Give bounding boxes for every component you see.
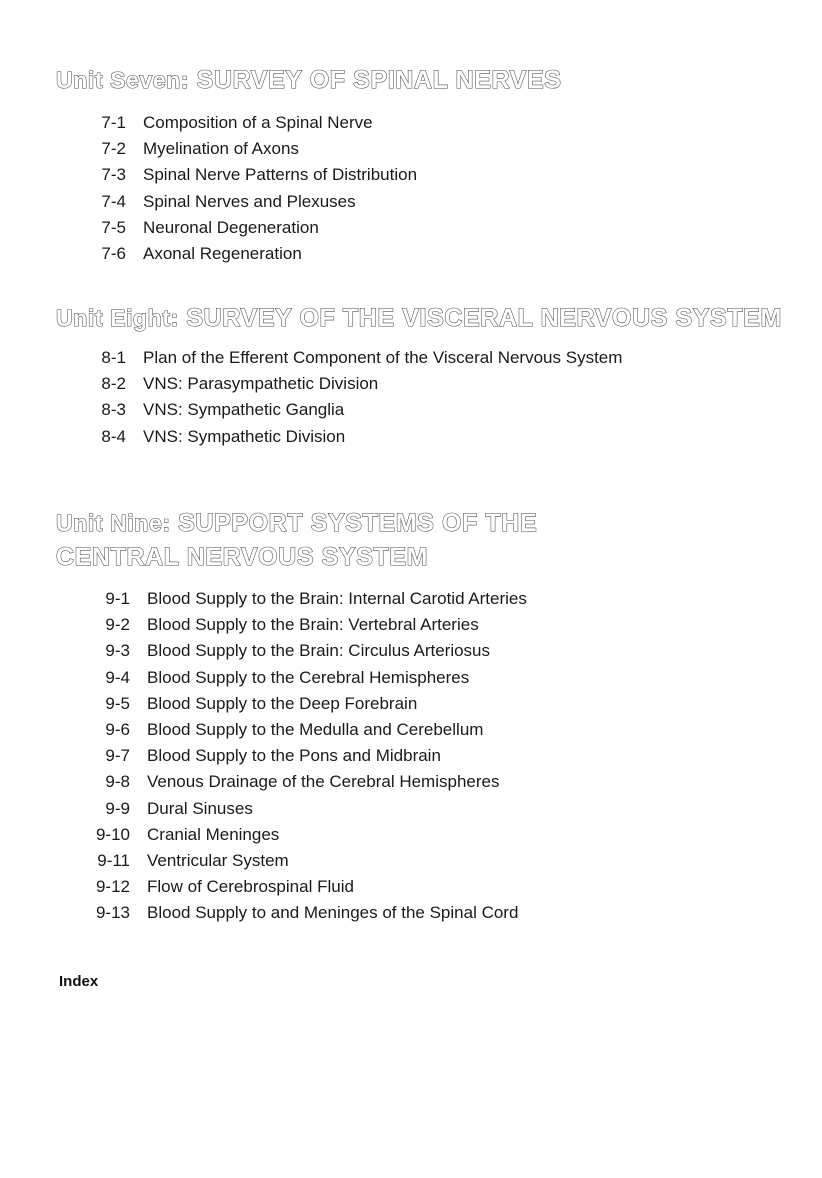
- unit-seven-heading: [56, 64, 562, 97]
- toc-entry-title[interactable]: Ventricular System: [147, 850, 289, 870]
- toc-entry-title[interactable]: Cranial Meninges: [147, 824, 280, 844]
- toc-entry-title[interactable]: Blood Supply to the Brain: Circulus Arteriosus: [147, 641, 491, 661]
- toc-entry-number: 8-1: [101, 348, 126, 367]
- toc-entry-number: 9-7: [105, 746, 130, 766]
- toc-entry[interactable]: [92, 641, 527, 667]
- unit-eight-list: [96, 348, 622, 453]
- toc-entry-title[interactable]: Axonal Regeneration: [143, 243, 302, 263]
- toc-entry[interactable]: [96, 165, 417, 191]
- unit-nine-heading-line2: [56, 541, 428, 574]
- toc-entry-number: 9-12: [95, 877, 130, 897]
- toc-entry-title[interactable]: Blood Supply to the Deep Forebrain: [147, 693, 418, 713]
- unit-seven-title: SURVEY OF SPINAL NERVES: [196, 66, 562, 94]
- toc-entry-title[interactable]: Flow of Cerebrospinal Fluid: [147, 877, 354, 897]
- toc-entry-number: 9-13: [95, 903, 130, 923]
- unit-eight-title: SURVEY OF THE VISCERAL NERVOUS SYSTEM: [186, 304, 782, 332]
- toc-entry-number: 7-1: [101, 113, 126, 132]
- toc-entry[interactable]: [92, 668, 527, 694]
- toc-entry-number: 8-2: [101, 374, 126, 394]
- toc-entry-title[interactable]: Venous Drainage of the Cerebral Hemispheres: [147, 772, 500, 792]
- toc-entry-title[interactable]: Blood Supply to the Pons and Midbrain: [147, 746, 441, 766]
- toc-entry[interactable]: [96, 244, 417, 270]
- toc-entry-title[interactable]: Plan of the Efferent Component of the Visceral Nervous System: [143, 348, 623, 367]
- toc-entry-number: 9-1: [105, 589, 130, 608]
- toc-entry-title[interactable]: Composition of a Spinal Nerve: [143, 113, 373, 132]
- toc-entry-number: 8-3: [101, 400, 126, 420]
- unit-nine-label: Unit Nine:: [56, 510, 171, 536]
- toc-entry[interactable]: [92, 746, 527, 772]
- toc-entry[interactable]: [92, 589, 527, 615]
- toc-entry-title[interactable]: Blood Supply to the Brain: Internal Carotid Arteries: [147, 589, 527, 608]
- toc-entry[interactable]: [92, 720, 527, 746]
- unit-eight-label: Unit Eight:: [56, 305, 179, 331]
- toc-entry-number: 7-5: [101, 217, 126, 237]
- unit-seven-list: [96, 113, 417, 270]
- toc-entry-title[interactable]: VNS: Sympathetic Ganglia: [143, 400, 345, 420]
- unit-nine-title-line2: CENTRAL NERVOUS SYSTEM: [56, 543, 429, 571]
- toc-entry-title[interactable]: Blood Supply to the Medulla and Cerebellum: [147, 719, 484, 739]
- unit-nine-title-line1: SUPPORT SYSTEMS OF THE: [178, 509, 538, 537]
- toc-entry[interactable]: [96, 218, 417, 244]
- toc-entry-title[interactable]: Spinal Nerve Patterns of Distribution: [143, 165, 418, 185]
- toc-entry-number: 7-4: [101, 191, 126, 211]
- index-heading[interactable]: Index: [59, 973, 99, 990]
- toc-entry[interactable]: [96, 374, 622, 400]
- unit-seven-label: Unit Seven:: [56, 67, 190, 93]
- toc-entry-title[interactable]: Dural Sinuses: [147, 798, 253, 818]
- toc-entry-title[interactable]: Myelination of Axons: [143, 139, 299, 159]
- toc-entry[interactable]: [92, 825, 527, 851]
- toc-entry-title[interactable]: Blood Supply to the Brain: Vertebral Arteries: [147, 615, 479, 635]
- toc-entry[interactable]: [96, 427, 622, 453]
- toc-entry-number: 9-4: [105, 667, 130, 687]
- toc-entry-number: 9-2: [105, 615, 130, 635]
- toc-entry[interactable]: [96, 113, 417, 139]
- toc-entry-number: 9-8: [105, 772, 130, 792]
- toc-entry[interactable]: [92, 903, 527, 929]
- toc-entry[interactable]: [96, 192, 417, 218]
- toc-entry-number: 9-3: [105, 641, 130, 661]
- toc-entry[interactable]: [92, 694, 527, 720]
- toc-entry-title[interactable]: Blood Supply to and Meninges of the Spinal Cord: [147, 903, 519, 923]
- toc-entry-number: 8-4: [101, 426, 126, 446]
- toc-entry[interactable]: [92, 799, 527, 825]
- toc-entry[interactable]: [96, 348, 622, 374]
- unit-eight-heading: [56, 302, 782, 335]
- toc-entry-number: 9-11: [97, 850, 130, 870]
- toc-entry-title[interactable]: VNS: Sympathetic Division: [143, 426, 346, 446]
- toc-entry[interactable]: [92, 877, 527, 903]
- toc-entry[interactable]: [92, 851, 527, 877]
- toc-entry-number: 7-3: [101, 165, 126, 185]
- toc-entry[interactable]: [92, 615, 527, 641]
- toc-entry-number: 7-6: [101, 243, 126, 263]
- toc-entry-title[interactable]: Blood Supply to the Cerebral Hemispheres: [147, 667, 470, 687]
- toc-entry-number: 9-5: [105, 693, 130, 713]
- toc-entry[interactable]: [92, 772, 527, 798]
- toc-entry[interactable]: [96, 400, 622, 426]
- toc-entry-number: 9-6: [105, 719, 130, 739]
- toc-entry[interactable]: [96, 139, 417, 165]
- toc-entry-number: 7-2: [101, 139, 126, 159]
- toc-entry-title[interactable]: Neuronal Degeneration: [143, 217, 319, 237]
- toc-entry-number: 9-10: [95, 824, 130, 844]
- toc-entry-number: 9-9: [105, 798, 130, 818]
- toc-entry-title[interactable]: Spinal Nerves and Plexuses: [143, 191, 356, 211]
- unit-nine-list: [92, 589, 527, 929]
- toc-entry-title[interactable]: VNS: Parasympathetic Division: [143, 374, 379, 394]
- unit-nine-heading: [56, 507, 537, 540]
